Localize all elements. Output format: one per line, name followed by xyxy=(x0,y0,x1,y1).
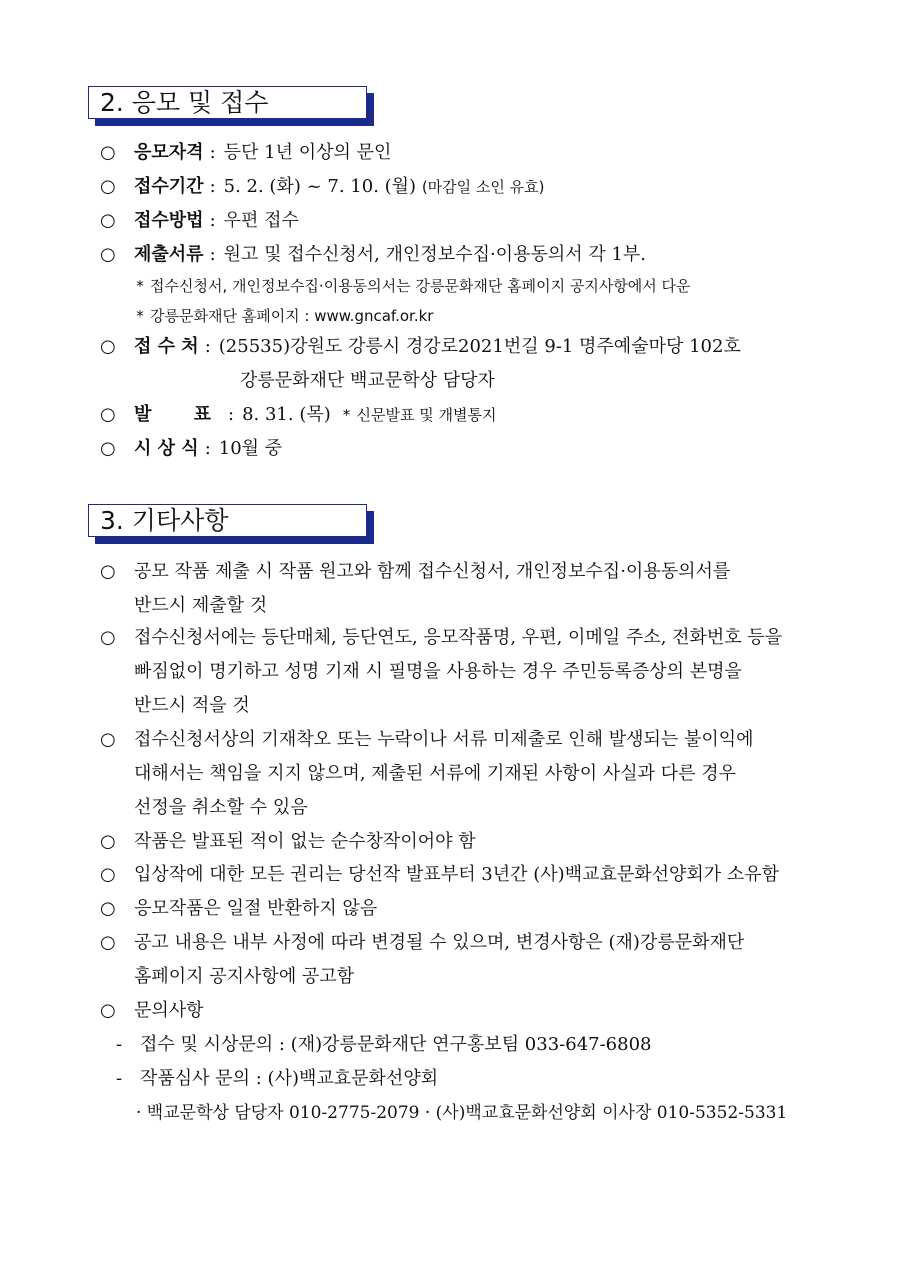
dash-icon: - xyxy=(116,1034,123,1055)
contact-judging: - 작품심사 문의 : (사)백교효문화선양회 xyxy=(116,1068,439,1089)
item-period: ○ 접수기간 : 5. 2. (화) ~ 7. 10. (월) (마감일 소인 유효) xyxy=(100,176,545,197)
list-item: ○ 공고 내용은 내부 사정에 따라 변경될 수 있으며, 변경사항은 (재)강릉문화재단 xyxy=(100,932,745,953)
list-item: ○ 응모작품은 일절 반환하지 않음 xyxy=(100,898,378,919)
circle-bullet-icon: ○ xyxy=(100,244,116,265)
circle-bullet-icon: ○ xyxy=(100,898,116,919)
circle-bullet-icon: ○ xyxy=(100,336,116,357)
item-value: 5. 2. (화) ~ 7. 10. (월) xyxy=(223,176,417,197)
section-3-header xyxy=(88,504,378,544)
item-address: ○ 접 수 처 : (25535)강원도 강릉시 경강로2021번길 9-1 명주예술마당 102호 xyxy=(100,336,741,357)
item-ceremony: ○ 시 상 식 : 10월 중 xyxy=(100,438,283,459)
list-item-continuation: 반드시 적을 것 xyxy=(134,695,250,716)
circle-bullet-icon: ○ xyxy=(100,831,116,852)
item-eligibility: ○ 응모자격 : 등단 1년 이상의 문인 xyxy=(100,142,392,163)
item-value: 등단 1년 이상의 문인 xyxy=(223,142,392,163)
list-item-continuation: 빠짐없이 명기하고 성명 기재 시 필명을 사용하는 경우 주민등록증상의 본명을 xyxy=(134,661,742,682)
circle-bullet-icon: ○ xyxy=(100,729,116,750)
item-label: 접 수 처 xyxy=(134,336,199,357)
list-item: ○ 문의사항 xyxy=(100,1000,204,1021)
item-method: ○ 접수방법 : 우편 접수 xyxy=(100,210,299,231)
contact-reception: - 접수 및 시상문의 : (재)강릉문화재단 연구홍보팀 033-647-6808 xyxy=(116,1034,652,1055)
item-extra: 신문발표 및 개별통지 xyxy=(356,406,497,424)
note-download: * 접수신청서, 개인정보수집·이용동의서는 강릉문화재단 홈페이지 공지사항에서 다운 xyxy=(130,274,691,298)
list-item-continuation: 반드시 제출할 것 xyxy=(134,595,268,616)
circle-bullet-icon: ○ xyxy=(100,142,116,163)
address-line-1: (25535)강원도 강릉시 경강로2021번길 9-1 명주예술마당 102호 xyxy=(218,336,741,357)
section-2-header xyxy=(88,86,378,126)
list-item: ○ 접수신청서에는 등단매체, 등단연도, 응모작품명, 우편, 이메일 주소, 전화번호 등을 xyxy=(100,627,783,648)
circle-bullet-icon: ○ xyxy=(100,627,116,648)
circle-bullet-icon: ○ xyxy=(100,404,116,425)
circle-bullet-icon: ○ xyxy=(100,932,116,953)
item-label: 제출서류 xyxy=(134,244,204,265)
section-3-title: 3. 기타사항 xyxy=(100,506,229,535)
circle-bullet-icon: ○ xyxy=(100,561,116,582)
list-item: ○ 입상작에 대한 모든 권리는 당선작 발표부터 3년간 (사)백교효문화선양회가 소유함 xyxy=(100,864,780,885)
item-label: 접수방법 xyxy=(134,210,204,231)
item-value: 우편 접수 xyxy=(223,210,299,231)
item-label: 발 표 xyxy=(134,404,230,425)
list-item-continuation: 선정을 취소할 수 있음 xyxy=(134,797,308,818)
circle-bullet-icon: ○ xyxy=(100,210,116,231)
section-2-title: 2. 응모 및 접수 xyxy=(100,88,269,117)
item-label: 시 상 식 xyxy=(134,438,199,459)
item-label: 접수기간 xyxy=(134,176,204,197)
list-item: ○ 접수신청서상의 기재착오 또는 누락이나 서류 미제출로 인해 발생되는 불이익에 xyxy=(100,729,754,750)
list-item-continuation: 대해서는 책임을 지지 않으며, 제출된 서류에 기재된 사항이 사실과 다른 경우 xyxy=(134,763,736,784)
note-homepage: * 강릉문화재단 홈페이지 : www.gncaf.or.kr xyxy=(130,304,433,328)
item-extra: (마감일 소인 유효) xyxy=(421,178,545,196)
list-item: ○ 공모 작품 제출 시 작품 원고와 함께 접수신청서, 개인정보수집·이용동의서를 xyxy=(100,561,731,582)
circle-bullet-icon: ○ xyxy=(100,864,116,885)
asterisk-icon: * xyxy=(136,307,144,325)
contact-phone-numbers: · 백교문학상 담당자 010-2775-2079 · (사)백교효문화선양회 이사장 010-5352-5331 xyxy=(136,1103,788,1123)
circle-bullet-icon: ○ xyxy=(100,438,116,459)
circle-bullet-icon: ○ xyxy=(100,176,116,197)
address-line-2: 강릉문화재단 백교문학상 담당자 xyxy=(240,370,495,391)
asterisk-icon: * xyxy=(342,406,351,424)
item-value: 원고 및 접수신청서, 개인정보수집·이용동의서 각 1부. xyxy=(223,244,647,265)
item-label: 응모자격 xyxy=(134,142,204,163)
list-item: ○ 작품은 발표된 적이 없는 순수창작이어야 함 xyxy=(100,831,476,852)
circle-bullet-icon: ○ xyxy=(100,1000,116,1021)
item-value: 10월 중 xyxy=(218,438,283,459)
dash-icon: - xyxy=(116,1068,123,1089)
item-documents: ○ 제출서류 : 원고 및 접수신청서, 개인정보수집·이용동의서 각 1부. xyxy=(100,244,647,265)
list-item-continuation: 홈페이지 공지사항에 공고함 xyxy=(134,966,355,987)
item-announce: ○ 발 표: 8. 31. (목) * 신문발표 및 개별통지 xyxy=(100,404,497,425)
item-value: 8. 31. (목) xyxy=(242,404,331,425)
asterisk-icon: * xyxy=(136,277,144,295)
